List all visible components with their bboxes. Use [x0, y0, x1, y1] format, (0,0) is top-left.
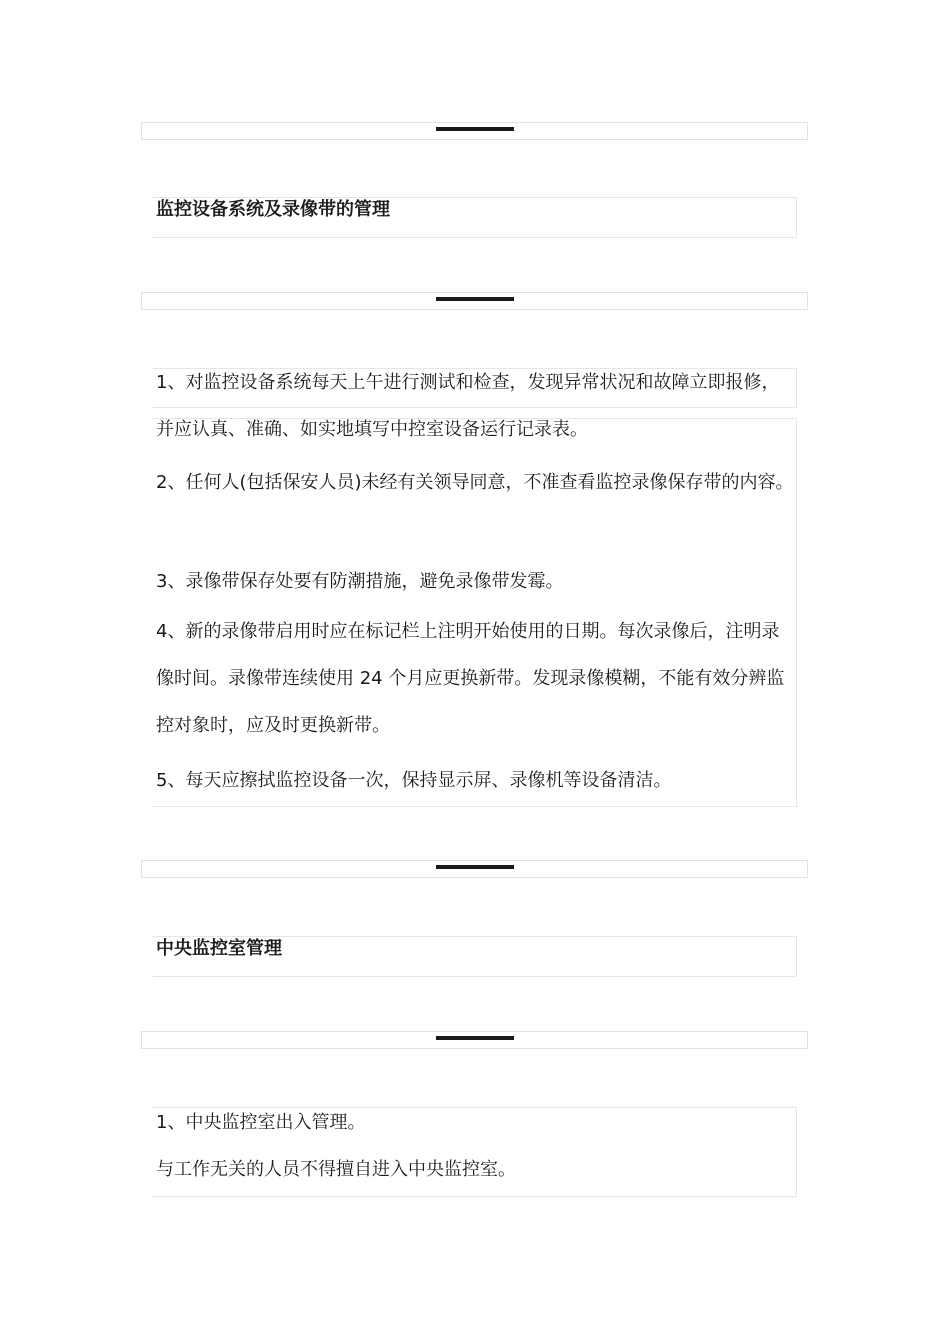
- paragraph: 5、每天应擦拭监控设备一次，保持显示屏、录像机等设备清洁。: [156, 770, 672, 791]
- paragraph: 2、任何人(包括保安人员)未经有关领导同意，不准查看监控录像保存带的内容。: [156, 472, 794, 493]
- divider-bar: [436, 127, 514, 131]
- divider-bar: [436, 865, 514, 869]
- section-divider: [141, 1031, 808, 1049]
- divider-bar: [436, 1036, 514, 1040]
- section-divider: [141, 860, 808, 878]
- section-divider: [141, 122, 808, 140]
- paragraph: 3、录像带保存处要有防潮措施，避免录像带发霉。: [156, 571, 564, 592]
- section-title: 中央监控室管理: [156, 938, 282, 959]
- section-title: 监控设备系统及录像带的管理: [156, 199, 390, 220]
- paragraph: 1、对监控设备系统每天上午进行测试和检查，发现异常状况和故障立即报修，并应认真、准确、如实地填写中控室设备运行记录表。: [156, 372, 780, 440]
- paragraph: 4、新的录像带启用时应在标记栏上注明开始使用的日期。每次录像后，注明录像时间。录像带连续使用 24 个月应更换新带。发现录像模糊，不能有效分辨监控对象时，应及时更换新带。: [156, 621, 785, 736]
- divider-bar: [436, 297, 514, 301]
- paragraph: 1、中央监控室出入管理。: [156, 1112, 366, 1133]
- section-divider: [141, 292, 808, 310]
- paragraph: 与工作无关的人员不得擅自进入中央监控室。: [156, 1159, 516, 1180]
